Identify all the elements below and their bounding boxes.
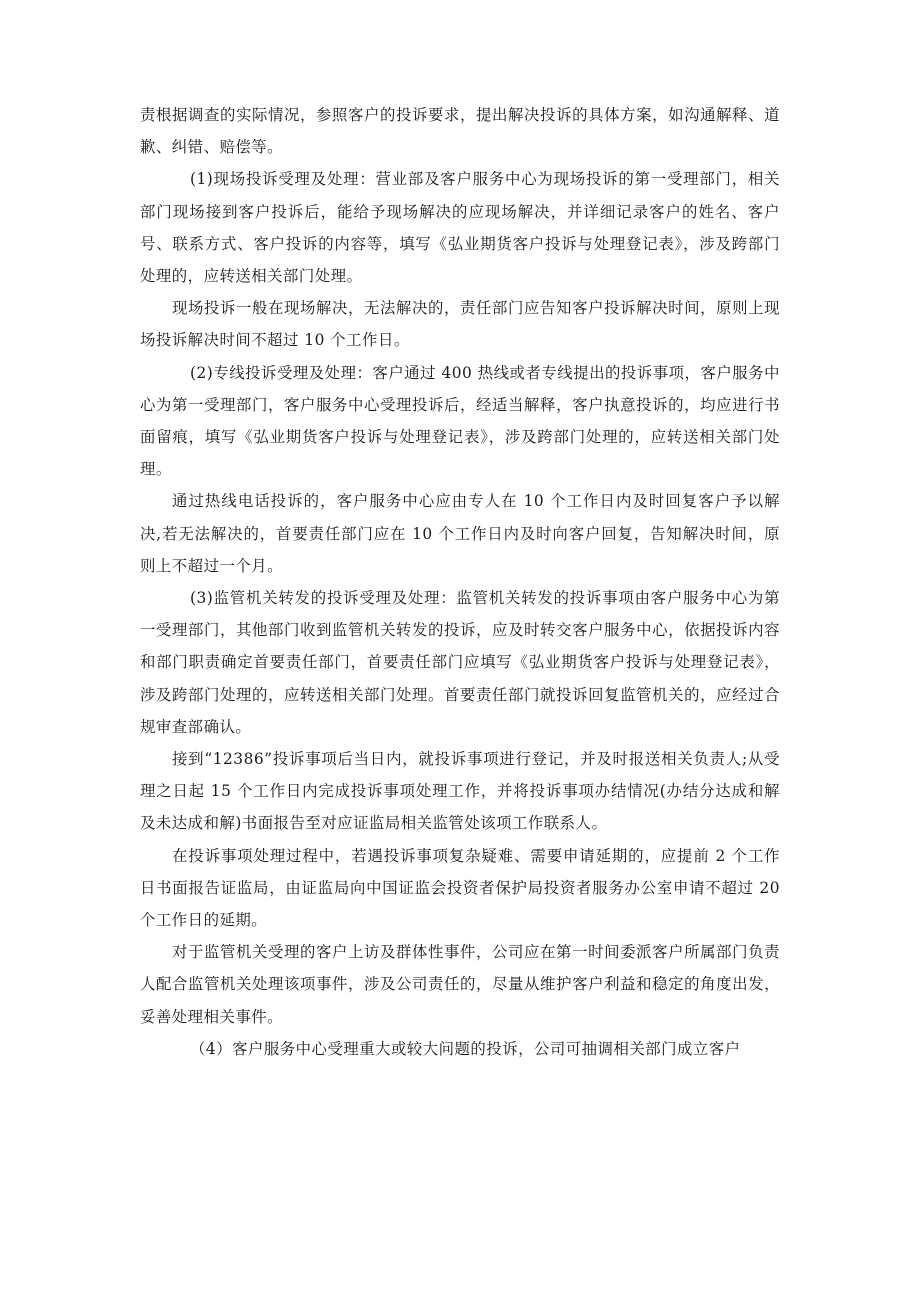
paragraph-onsite-resolution-time: 现场投诉一般在现场解决，无法解决的，责任部门应告知客户投诉解决时间，原则上现场投诉解决时间不超过 10 个工作日。 [140,299,780,350]
paragraph-hotline-complaint: (2)专线投诉受理及处理：客户通过 400 热线或者专线提出的投诉事项，客户服务中心为第一受理部门，客户服务中心受理投诉后，经适当解释，客户执意投诉的，均应进行书面留痕，填写《弘业期货客户投诉与处理登记表》，涉及跨部门处理的，应转送相关部门处理。 [140,363,780,479]
paragraph-group-petition: 对于监管机关受理的客户上访及群体性事件，公司应在第一时间委派客户所属部门负责人配合监管机关处理该项事件，涉及公司责任的，尽量从维护客户利益和稳定的角度出发，妥善处理相关事件。 [140,943,780,1026]
document-body [140,99,780,1065]
paragraph-continuation: 责根据调查的实际情况，参照客户的投诉要求，提出解决投诉的具体方案，如沟通解释、道歉、纠错、赔偿等。 [140,106,780,157]
paragraph-onsite-complaint: (1)现场投诉受理及处理：营业部及客户服务中心为现场投诉的第一受理部门，相关部门现场接到客户投诉后，能给予现场解决的应现场解决，并详细记录客户的姓名、客户号、联系方式、客户投诉的内容等，填写《弘业期货客户投诉与处理登记表》，涉及跨部门处理的，应转送相关部门处理。 [140,170,780,286]
paragraph-extension-request: 在投诉事项处理过程中，若遇投诉事项复杂疑难、需要申请延期的，应提前 2 个工作日书面报告证监局，由证监局向中国证监会投资者保护局投资者服务办公室申请不超过 20 个工作日的延期。 [140,846,780,930]
paragraph-regulator-forwarded: (3)监管机关转发的投诉受理及处理：监管机关转发的投诉事项由客户服务中心为第一受理部门，其他部门收到监管机关转发的投诉，应及时转交客户服务中心，依据投诉内容和部门职责确定首要责任部门，首要责任部门应填写《弘业期货客户投诉与处理登记表》，涉及跨部门处理的，应转送相关部门处理。首要责任部门就投诉回复监管机关的，应经过合规审查部确认。 [140,589,780,736]
paragraph-major-complaint: （4）客户服务中心受理重大或较大问题的投诉，公司可抽调相关部门成立客户 [190,1039,741,1058]
paragraph-hotline-reply: 通过热线电话投诉的，客户服务中心应由专人在 10 个工作日内及时回复客户予以解决,若无法解决的，首要责任部门应在 10 个工作日内及时向客户回复，告知解决时间，原则上不超过一个月。 [140,492,780,575]
paragraph-12386-complaint: 接到“12386”投诉事项后当日内，就投诉事项进行登记，并及时报送相关负责人;从受理之日起 15 个工作日内完成投诉事项处理工作，并将投诉事项办结情况(办结分达成和解及未达成和解)书面报告至对应证监局相关监管处该项工作联系人。 [140,750,780,833]
